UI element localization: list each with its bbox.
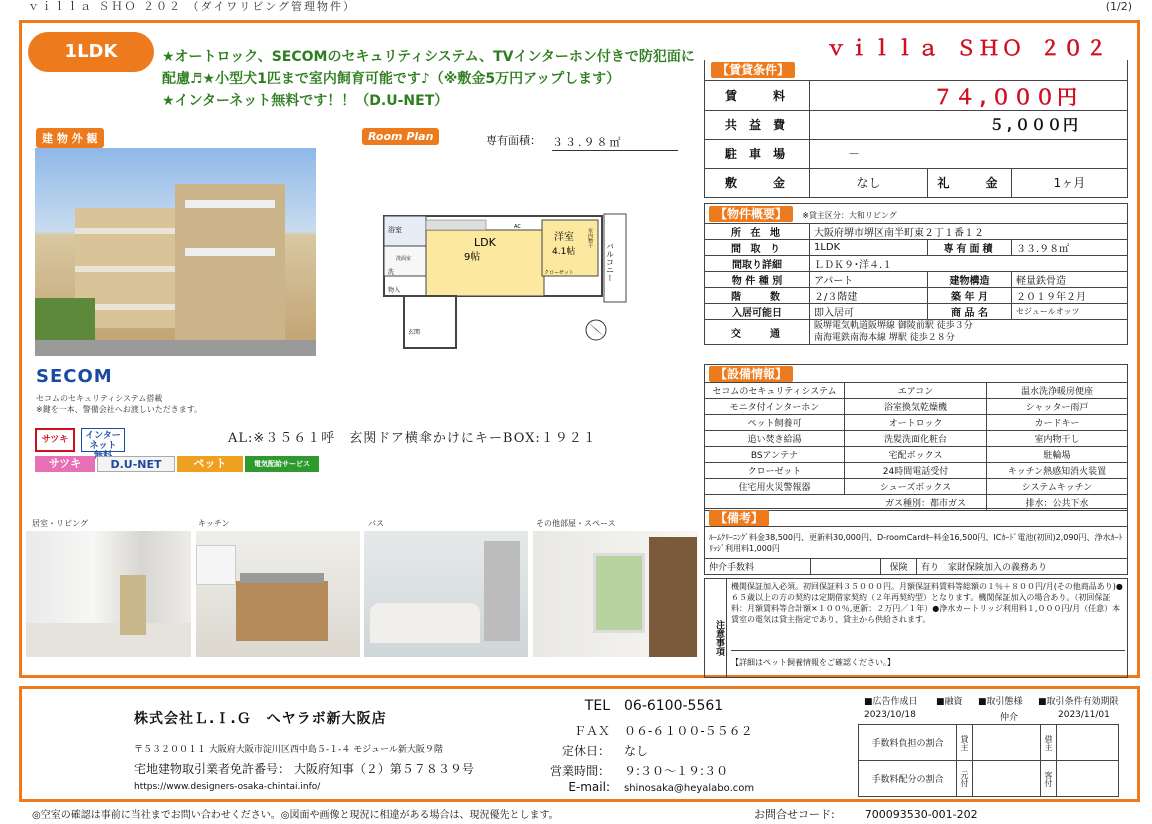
area-table-label: 専有面積 — [928, 240, 1012, 256]
remarks-table — [704, 508, 1128, 575]
remarks-text: ﾙｰﾑｸﾘｰﾆﾝｸﾞ料金38,500円、更新料30,000円、D-roomCardｷｰ料金16,500円、ICｶｰﾄﾞ電池(初回)2,090円、浄水ｶｰﾄﾘｯｼﾞ利用料1,000円 — [709, 532, 1123, 553]
equip-item: セコムのセキュリティシステム — [705, 383, 845, 399]
layout-detail-label: 間取り詳細 — [705, 256, 810, 272]
top-strip-title: ｖｉｌｌａ ＳＨＯ ２０２ （ダイワリビング管理物件） — [28, 0, 357, 13]
plan-wash: 洗面室 — [396, 256, 412, 262]
fax-value: ０６-６１００-５５６２ — [624, 724, 753, 738]
email-row — [540, 780, 754, 794]
balcony-rail-5 — [185, 248, 275, 256]
balcony-rail-4 — [185, 200, 275, 208]
built-value: ２０１９年２月 — [1012, 288, 1128, 304]
overview-table — [704, 203, 1128, 345]
product-label: 商 品 名 — [928, 304, 1012, 320]
room-plan-tag: Room Plan — [362, 128, 439, 145]
insurance-note: 家財保険加入の義務あり — [948, 563, 1048, 573]
equip-item: 住宅用火災警報器 — [705, 479, 845, 495]
plan-genkan: 玄関 — [408, 329, 421, 336]
remarks-head-row — [705, 509, 1128, 527]
tel-value[interactable]: 06-6100-5561 — [624, 698, 724, 714]
secom-note-1: セコムのセキュリティシステム搭載 — [36, 394, 163, 403]
equip-item: 24時間電話受付 — [845, 463, 987, 479]
kitchen-photo — [196, 531, 360, 657]
overview-head-wrap — [709, 207, 793, 221]
remarks-head-wrap — [709, 511, 769, 525]
deposit-value: なし — [810, 168, 928, 197]
compass-icon — [584, 318, 608, 342]
tel-row — [540, 698, 723, 714]
inquiry-code-row — [754, 806, 978, 822]
property-title: ｖｉｌｌａ ＳＨＯ ２０２ — [826, 36, 1110, 60]
plan-ldk: LDK — [474, 236, 496, 249]
notes-label: 注意事項 — [705, 579, 727, 677]
equip-item: シューズボックス — [845, 479, 987, 495]
gallery-label-other: その他部屋・スペース — [536, 519, 616, 528]
layout-value: 1LDK — [810, 240, 928, 256]
overview-section-head: 【物件概要】 — [709, 206, 793, 222]
key-money-value: 1ヶ月 — [1012, 168, 1128, 197]
notes-box — [704, 578, 1128, 678]
other-photo — [533, 531, 698, 657]
gallery-label-kitchen: キッチン — [198, 519, 230, 528]
fee-burden-label: 手数料負担の割合 — [859, 725, 957, 761]
traffic-cell — [810, 320, 1128, 345]
traffic-line-1: 阪堺電気軌道阪堺線 御陵前駅 徒歩３分 — [814, 321, 973, 331]
headline — [162, 46, 702, 112]
license-number: 宅地建物取引業者免許番号： 大阪府知事（２）第５７８３９号 — [134, 762, 474, 776]
origin-cell: 元付 — [957, 761, 973, 797]
product-value: セジュールオッツ — [1012, 304, 1128, 320]
bottom-note: ◎空室の確認は事前に当社までお問い合わせください。◎図面や画像と現況に相違がある場合は、現況優先とします。 — [32, 810, 559, 821]
parking — [35, 340, 316, 356]
hours-row — [540, 762, 728, 779]
area-label: 専有面積： — [486, 134, 541, 147]
power-service: 電気配給サービス — [245, 456, 319, 472]
inquiry-code: 700093530-001-202 — [864, 808, 978, 821]
type-value: アパート — [810, 272, 928, 288]
layout-label: 間 取 り — [705, 240, 810, 256]
rent-conditions-table — [704, 60, 1128, 198]
lessor-value — [973, 725, 1041, 761]
plan-western-size: 4.1帖 — [552, 247, 576, 257]
fee-share-table — [858, 724, 1119, 797]
equip-item: キッチン熱感知消火装置 — [987, 463, 1128, 479]
lessor-cell: 貸主 — [957, 725, 973, 761]
area-value: ３３.９８㎡ — [552, 134, 678, 151]
remarks-text-cell — [705, 527, 1128, 559]
notes-pet-line: 【詳細はペット飼養情報をご確認ください。】 — [731, 650, 1125, 668]
building-photo — [35, 148, 316, 356]
rent-section-head: 【賃貸条件】 — [711, 62, 795, 78]
living-photo — [26, 531, 191, 657]
rent-value: ７４,０００円 — [932, 84, 1079, 109]
loan-label: ■融資 — [936, 697, 963, 707]
layout-badge: 1LDK — [28, 32, 154, 72]
equip-item: 追い焚き給湯 — [705, 431, 845, 447]
plan-storage: 物入 — [388, 287, 401, 294]
balcony-rail-1 — [75, 228, 175, 234]
rent-value-cell — [810, 80, 1128, 110]
key-money-label: 礼 金 — [928, 168, 1012, 197]
structure-label: 建物構造 — [928, 272, 1012, 288]
valid-date: 2023/11/01 — [1058, 710, 1110, 720]
tel-label: TEL — [584, 698, 610, 714]
area-table-value: ３３.９８㎡ — [1012, 240, 1128, 256]
secom-logo: SECOM — [36, 366, 113, 387]
equip-item: カードキー — [987, 415, 1128, 431]
floor-value: ２/３階建 — [810, 288, 928, 304]
origin-value — [973, 761, 1041, 797]
headline-line-2: 配慮♬★小型犬1匹まで室内飼育可能です♪（※敷金5万円アップします） — [162, 71, 621, 87]
secom-note-2: ※鍵を一本、警備会社へお渡しいただきます。 — [36, 405, 203, 414]
gallery-label-bath: バス — [368, 519, 384, 528]
equipment-table — [704, 364, 1128, 511]
equip-item: ペット飼養可 — [705, 415, 845, 431]
email-label: E-mail: — [568, 780, 610, 794]
ad-date-label: ■広告作成日 — [864, 697, 918, 707]
bath-photo — [364, 531, 528, 657]
deposit-label: 敷 金 — [705, 168, 810, 197]
insurance-label: 保険 — [881, 559, 917, 575]
lessor-type: ※貸主区分：大和リビング — [802, 211, 897, 220]
equip-item: 浴室換気乾燥機 — [845, 399, 987, 415]
plan-western: 洋室 — [554, 232, 574, 243]
holiday-label: 定休日： — [561, 744, 610, 758]
company-address: 〒５３２００１１ 大阪府大阪市淀川区西中島５-１-４ モジュール新大阪９階 — [134, 745, 443, 755]
rent-section-row — [705, 60, 1128, 80]
al-note: AL:※３５６１呼 玄関ドア横傘かけにキーBOX:１９２１ — [228, 431, 597, 446]
top-strip — [20, 0, 1140, 16]
deal-mode: 仲介 — [1000, 713, 1019, 723]
balcony-rail-2 — [75, 266, 175, 272]
traffic-label: 交 通 — [705, 320, 810, 345]
structure-value: 軽量鉄骨造 — [1012, 272, 1128, 288]
plan-indoor-dry: 室内物干 — [587, 228, 593, 248]
hours-value: ９:３０～１９:３０ — [624, 764, 729, 778]
rent-label: 賃 料 — [705, 80, 810, 110]
equip-item: オートロック — [845, 415, 987, 431]
equipment-head-wrap — [709, 367, 793, 381]
equipment-section-head: 【設備情報】 — [709, 366, 793, 382]
fee-label: 共 益 費 — [705, 110, 810, 139]
holiday-value: なし — [624, 744, 649, 758]
company-name: 株式会社Ｌ.Ｉ.Ｇ へヤラボ新大阪店 — [134, 711, 387, 727]
satsuki-service: サツキ — [35, 456, 95, 472]
pet-service: ペット — [177, 456, 243, 472]
floor-label: 階 数 — [705, 288, 810, 304]
equip-item: 室内物干し — [987, 431, 1128, 447]
exterior-tag: 建 物 外 観 — [36, 128, 104, 148]
company-url[interactable]: https://www.designers-osaka-chintai.info/ — [134, 782, 321, 792]
layout-detail-value: ＬＤＫ９･洋４.１ — [810, 256, 1128, 272]
secom-note — [36, 393, 202, 415]
equip-item: 宅配ボックス — [845, 447, 987, 463]
broker-fee-label: 仲介手数料 — [705, 559, 811, 575]
holiday-row — [540, 742, 648, 759]
hours-label: 営業時間： — [549, 764, 610, 778]
satsuki-badge: サツキ — [35, 428, 75, 452]
equip-item: 温水洗浄暖房便座 — [987, 383, 1128, 399]
borrower-cell: 借主 — [1041, 725, 1057, 761]
valid-label: ■取引条件有効期限 — [1038, 697, 1119, 707]
fax-label: ＦＡＸ — [573, 724, 610, 738]
notes-text: 機関保証加入必須。初回保証料３５０００円。月額保証料賃料等総額の１％＋８００円/月(その他商品あり)●６５歳以上の方の契約は定期借家契約（２年再契約型）となります。機関保証加入の場合あり。（初回保証料：月額賃料等合計額×１００％,更新：２万円／１年）●浄水カートリッジ利用料１,０００円/月（任意）本賃室の電気は貸主指定であり、貸主から供給されます。 — [731, 582, 1123, 624]
location-value: 大阪府堺市堺区南半町東２丁１番１２ — [810, 224, 1128, 240]
email-value[interactable]: shinosaka@heyalabo.com — [624, 783, 755, 794]
deal-mode-label: ■取引態様 — [978, 697, 1023, 707]
gas-type: ガス種別：都市ガス — [705, 495, 987, 511]
equip-item: シャッター雨戸 — [987, 399, 1128, 415]
plan-bath: 浴室 — [388, 226, 402, 234]
headline-line-3: ★インターネット無料です！！（D.U-NET） — [162, 93, 449, 109]
service-badges — [35, 456, 319, 472]
client-cell: 客付 — [1041, 761, 1057, 797]
equip-item: モニタ付インターホン — [705, 399, 845, 415]
location-label: 所 在 地 — [705, 224, 810, 240]
fee-share-label: 手数料配分の割合 — [859, 761, 957, 797]
type-label: 物 件 種 別 — [705, 272, 810, 288]
page-number: (1/2) — [1105, 0, 1132, 13]
equip-item: 洗髪洗面化粧台 — [845, 431, 987, 447]
gallery-label-living: 居室・リビング — [32, 519, 88, 528]
built-label: 築 年 月 — [928, 288, 1012, 304]
move-in-label: 入居可能日 — [705, 304, 810, 320]
fee-value: ５,０００円 — [988, 116, 1079, 134]
ad-date: 2023/10/18 — [864, 710, 916, 720]
client-value — [1057, 761, 1119, 797]
dunet-service: D.U-NET — [97, 456, 175, 472]
equipment-head-row — [705, 365, 1128, 383]
parking-value: － — [810, 139, 1128, 168]
plan-closet: クローゼット — [544, 270, 574, 276]
plan-ac: AC — [514, 224, 521, 230]
equip-item: エアコン — [845, 383, 987, 399]
broker-fee-value — [811, 559, 881, 575]
inquiry-label: お問合せコード: — [754, 808, 835, 821]
internet-free-badge — [81, 428, 125, 452]
move-in-value: 即入居可 — [810, 304, 928, 320]
drain-type: 排水：公共下水 — [987, 495, 1128, 511]
equip-item: 駐輪場 — [987, 447, 1128, 463]
fee-value-cell — [810, 110, 1128, 139]
plan-balcony: バルコニー — [605, 242, 615, 282]
insurance-cell — [917, 559, 1128, 575]
parking-label: 駐 車 場 — [705, 139, 810, 168]
headline-line-1: ★オートロック、SECOMのセキュリティシステム、TVインターホン付きで防犯面に — [162, 49, 695, 65]
insurance-value: 有り — [921, 563, 940, 573]
fax-row — [540, 722, 753, 739]
internet-badge-text: インターネット — [85, 431, 121, 451]
equip-item: BSアンテナ — [705, 447, 845, 463]
equip-item: クローゼット — [705, 463, 845, 479]
equip-item: システムキッチン — [987, 479, 1128, 495]
borrower-value — [1057, 725, 1119, 761]
plan-ldk-size: 9帖 — [464, 252, 481, 263]
remarks-section-head: 【備考】 — [709, 510, 769, 526]
traffic-line-2: 南海電鉄南海本線 堺駅 徒歩２８分 — [814, 333, 955, 343]
overview-head-row — [705, 204, 1128, 224]
plan-toilet: 洗 — [388, 269, 395, 276]
building-side — [175, 184, 285, 344]
